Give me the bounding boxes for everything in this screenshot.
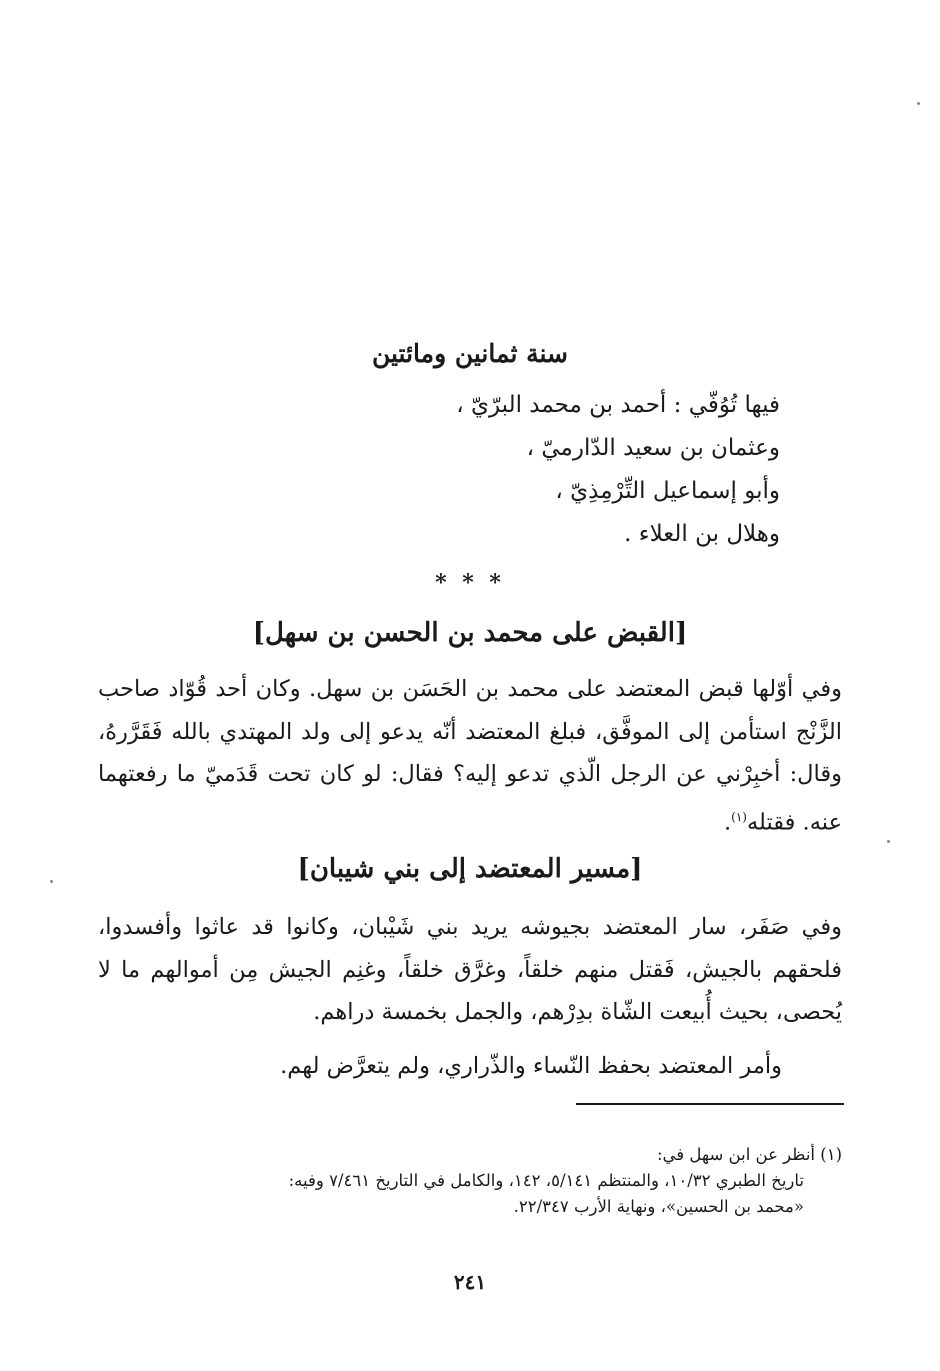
- death-entry: فيها تُوُفّي : أحمد بن محمد البرّيّ ،: [456, 392, 780, 418]
- page-number: ٢٤١: [453, 1270, 487, 1294]
- death-entry: وعثمان بن سعيد الدّارميّ ،: [526, 435, 780, 461]
- section-separator: * * *: [435, 570, 505, 596]
- section-heading-arrest: [القبض على محمد بن الحسن بن سهل]: [252, 618, 688, 648]
- scan-speck: [50, 880, 53, 883]
- footnote-divider: [576, 1103, 844, 1105]
- paragraph-end: .: [723, 809, 732, 835]
- footnote-line: «محمد بن الحسين»، ونهاية الأرب ٢٢/٣٤٧.: [513, 1197, 804, 1216]
- death-entry: وأبو إسماعيل التِّرْمِذِيّ ،: [555, 478, 780, 504]
- scan-speck: [887, 840, 890, 843]
- footnotes: [98, 1142, 842, 1220]
- section-heading-march: [مسير المعتضد إلى بني شيبان]: [297, 854, 643, 884]
- paragraph-text: وفي أوّلها قبض المعتضد على محمد بن الحَسَن بن سهل. وكان أحد قُوّاد صاحب الزَّنْج استأمن إلى الموفَّق، فبلغ المعتضد أنّه يدعو إلى ولد المهتدي بالله فَقَرَّرهُ، وقال: أخبِرْني عن الرجل الّذي تدعو إليه؟ فقال: لو كان تحت قَدَميّ ما رفعتهما عنه. فقتله: [98, 676, 842, 835]
- year-heading: سنة ثمانين ومائتين: [371, 339, 569, 368]
- paragraph-arrest: [98, 668, 842, 844]
- scan-speck: [917, 102, 920, 105]
- deaths-list: [360, 384, 780, 556]
- footnote-line: (١) أنظر عن ابن سهل في:: [656, 1145, 842, 1164]
- footnote-reference[interactable]: (١): [731, 809, 747, 824]
- death-entry: وهلال بن العلاء .: [624, 521, 780, 547]
- paragraph-march: وفي صَفَر، سار المعتضد بجيوشه يريد بني شَيْبان، وكانوا قد عاثوا وأفسدوا، فلحقهم بالجيش، فَقتل منهم خلقاً، وغرَّق خلقاً، وغنِم الجيش مِن أموالهم ما لا يُحصى، بحيث أُبيعت الشّاة بدِرْهم، والجمل بخمسة دراهم.: [98, 914, 842, 1025]
- footnote-line: تاريخ الطبري ١٠/٣٢، والمنتظم ٥/١٤١، ١٤٢، والكامل في التاريخ ٧/٤٦١ وفيه:: [288, 1171, 804, 1190]
- paragraph-women: وأمر المعتضد بحفظ النّساء والذّراري، ولم يتعرَّض لهم.: [280, 1053, 782, 1079]
